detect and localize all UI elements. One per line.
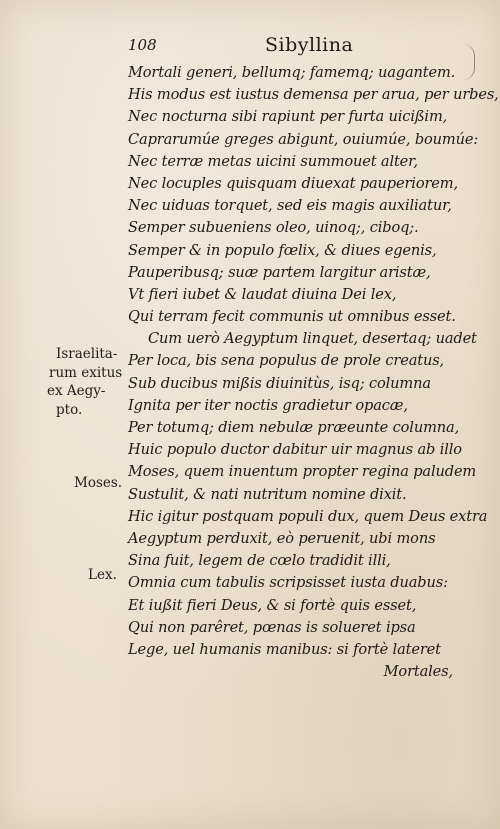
verse-line: Qui non parêret, pœnas is solueret ipsa [128, 618, 416, 636]
verse-line: Nec nocturna sibi rapiunt per furta uicißim, [128, 108, 448, 126]
page-header [128, 34, 458, 58]
margin-note-israelites-exodus [47, 345, 126, 419]
verse-line: Mortali generi, bellumq; famemq; uagantem. [128, 64, 456, 81]
verse-line: Nec locuples quisquam diuexat pauperiorem, [128, 174, 458, 192]
verse-line: Nec terræ metas uicini summouet alter, [128, 152, 418, 170]
verse-line: Sub ducibus mißis diuinitùs, isq; columna [128, 374, 431, 392]
verse-line: Per totumq; diem nebulæ præeunte columna, [128, 419, 460, 436]
verse-line: Semper subueniens oleo, uinoq;, ciboq;. [128, 219, 419, 237]
margin-note-line: ex Aegy- [47, 383, 106, 399]
verse-line: His modus est iustus demensa per arua, per urbes, [128, 86, 499, 104]
margin-note-line: pto. [56, 401, 83, 418]
verse-line: Pauperibusq; suæ partem largitur aristæ, [128, 263, 431, 281]
verse-line: Hic igitur postquam populi dux, quem Deus extra [128, 507, 488, 525]
verse-line: Sina fuit, legem de cœlo tradidit illi, [128, 552, 391, 570]
margin-note-lex: Lex. [88, 567, 117, 583]
verse-line: Qui terram fecit communis ut omnibus esset. [128, 308, 456, 326]
margin-note-line: rum exitus [49, 364, 123, 381]
margin-note-moses: Moses. [74, 475, 123, 491]
verse-line: Cum uerò Aegyptum linquet, desertaq; uadet [148, 330, 477, 348]
verse-line: Sustulit, & nati nutritum nomine dixit. [128, 485, 407, 503]
verse-line: Huic populo ductor dabitur uir magnus ab illo [128, 441, 462, 459]
verse-line: Et iußit fieri Deus, & si fortè quis esset, [128, 596, 417, 614]
page-number: 108 [128, 36, 157, 54]
verse-line: Vt fieri iubet & laudat diuina Dei lex, [128, 285, 397, 303]
verse-line: Nec uiduas torquet, sed eis magis auxiliatur, [128, 197, 452, 215]
verse-line: Aegyptum perduxit, eò peruenit, ubi mons [128, 529, 436, 547]
verse-text-block [120, 62, 499, 683]
verse-line: Omnia cum tabulis scripsisset iusta duabus: [128, 574, 448, 592]
verse-line: Caprarumúe greges abigunt, ouiumúe, boumúe: [128, 130, 479, 148]
margin-note-line: Israelita- [56, 346, 118, 362]
verse-line: Lege, uel humanis manibus: si fortè lateret [128, 640, 441, 658]
verse-line: Per loca, bis sena populus de prole creatus, [128, 352, 445, 370]
verse-line: Moses, quem inuentum propter regina paludem [128, 463, 477, 481]
verse-line: Semper & in populo fœlix, & diues egenis, [128, 241, 437, 259]
running-title: Sibyllina [265, 34, 354, 56]
catchword: Mortales, [383, 663, 453, 681]
verse-line: Ignita per iter noctis gradietur opacæ, [128, 396, 408, 414]
